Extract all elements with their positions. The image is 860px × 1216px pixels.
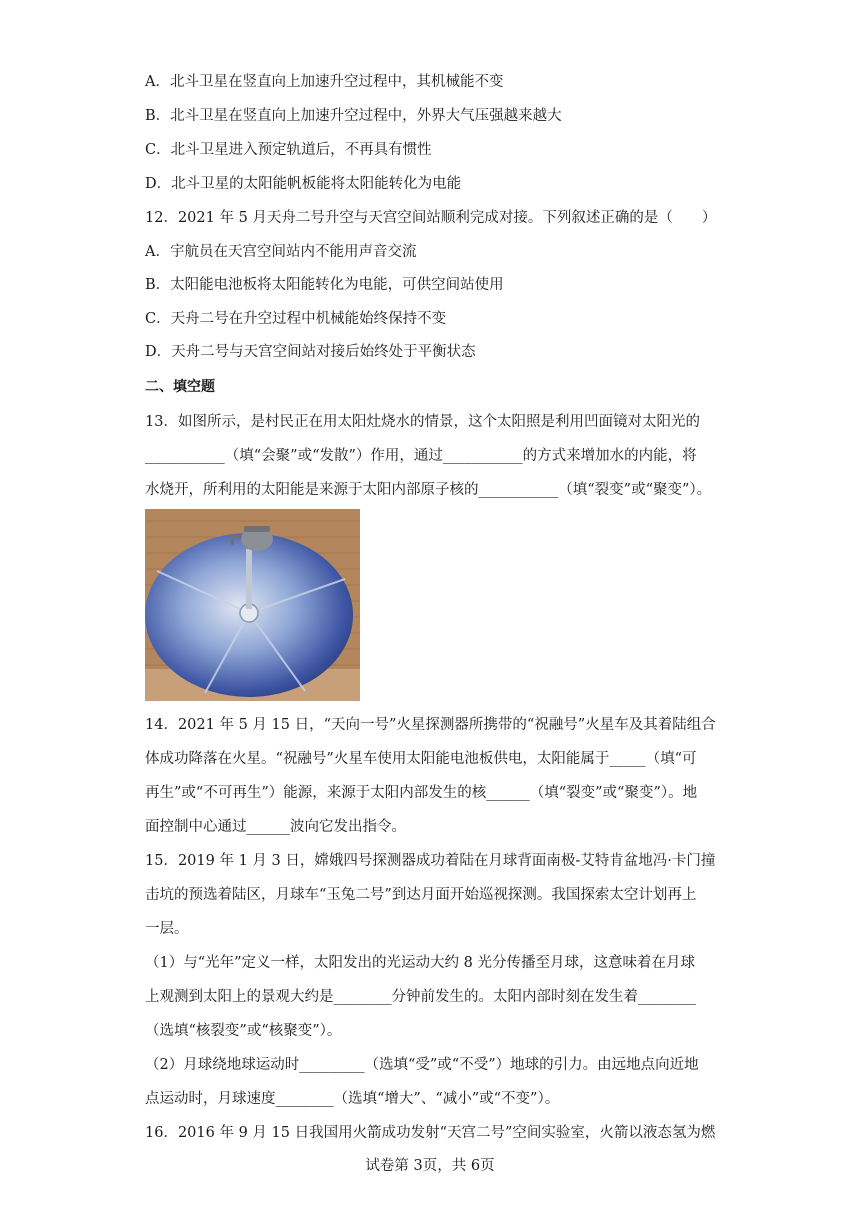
question-line: （选填“核裂变”或“核聚变”）。 xyxy=(145,1023,342,1039)
question-line: 面控制中心通过______波向它发出指令。 xyxy=(145,819,406,835)
option-b: B．太阳能电池板将太阳能转化为电能，可供空间站使用 xyxy=(145,277,504,293)
question-line: 体成功降落在火星。“祝融号”火星车使用太阳能电池板供电，太阳能属于_____（填“可 xyxy=(145,751,697,767)
question-stem: 12．2021 年 5 月天舟二号升空与天宫空间站顺利完成对接。下列叙述正确的是（ ） xyxy=(145,210,717,226)
option-d: D．天舟二号与天宫空间站对接后始终处于平衡状态 xyxy=(145,344,476,360)
question-line: 15．2019 年 1 月 3 日，嫦娥四号探测器成功着陆在月球背面南极-艾特肯盆地冯·卡门撞 xyxy=(145,853,716,869)
question-line: 13．如图所示，是村民正在用太阳灶烧水的情景，这个太阳照是利用凹面镜对太阳光的 xyxy=(145,414,700,430)
question-line: 水烧开，所利用的太阳能是来源于太阳内部原子核的___________（填“裂变”或“聚变”）。 xyxy=(145,482,712,498)
option-c: C．天舟二号在升空过程中机械能始终保持不变 xyxy=(145,311,447,327)
option-a: A．北斗卫星在竖直向上加速升空过程中，其机械能不变 xyxy=(145,74,504,90)
option-c: C．北斗卫星进入预定轨道后，不再具有惯性 xyxy=(145,142,432,158)
section-title: 二、填空题 xyxy=(145,379,215,395)
question-line: 一层。 xyxy=(145,921,189,937)
question-line: 击坑的预选着陆区，月球车“玉兔二号”到达月面开始巡视探测。我国探索太空计划再上 xyxy=(145,887,697,903)
question-line: ___________（填“会聚”或“发散”）作用，通过___________的方式来增加水的内能，将 xyxy=(145,448,697,464)
question-line: 16．2016 年 9 月 15 日我国用火箭成功发射“天宫二号”空间实验室，火箭以液态氢为燃 xyxy=(145,1125,716,1141)
subquestion-2: （2）月球绕地球运动时_________（选填“受”或“不受”）地球的引力。由远地点向近地 xyxy=(145,1057,699,1073)
question-line: 上观测到太阳上的景观大约是________分钟前发生的。太阳内部时刻在发生着________ xyxy=(145,989,696,1005)
solar-cooker-photo xyxy=(145,509,360,701)
question-line: 再生”或“不可再生”）能源，来源于太阳内部发生的核______（填“裂变”或“聚变”）。地 xyxy=(145,785,698,801)
page-footer: 试卷第 3页，共 6页 xyxy=(365,1158,495,1174)
subquestion-1: （1）与“光年”定义一样，太阳发出的光运动大约 8 光分传播至月球，这意味着在月球 xyxy=(145,955,695,971)
question-line: 点运动时，月球速度________（选填“增大”、“减小”或“不变”）。 xyxy=(145,1091,560,1107)
option-a: A．宇航员在天宫空间站内不能用声音交流 xyxy=(145,244,417,260)
solar-cooker-illustration xyxy=(145,509,360,701)
option-b: B．北斗卫星在竖直向上加速升空过程中，外界大气压强越来越大 xyxy=(145,108,562,124)
question-line: 14．2021 年 5 月 15 日，“天向一号”火星探测器所携带的“祝融号”火星车及其着陆组合 xyxy=(145,717,716,733)
option-d: D．北斗卫星的太阳能帆板能将太阳能转化为电能 xyxy=(145,176,462,192)
